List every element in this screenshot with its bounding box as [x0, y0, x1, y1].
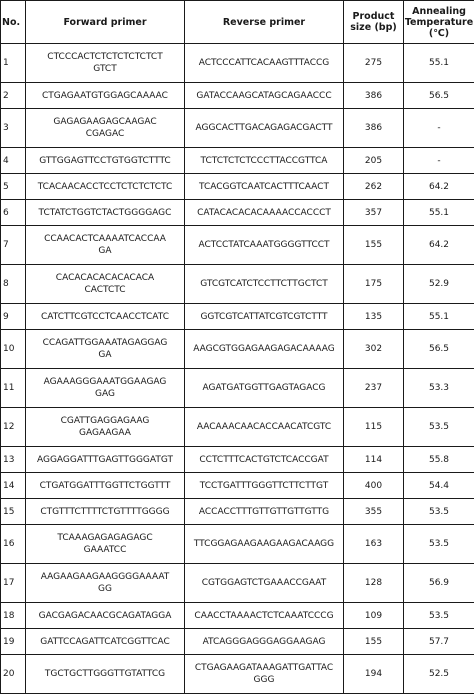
forward-primer-text: CGATTGAGGAGAAG	[60, 416, 150, 426]
forward-primer-text: CCAACACTCAAAATCACCAA	[44, 234, 166, 244]
row-number: 7	[1, 226, 26, 265]
reverse-primer-text: CTGAGAAGATAAAGATTGATTAC	[194, 663, 334, 673]
forward-primer-cell	[26, 83, 185, 109]
forward-primer-text: CTGATGGATTTGGTTCTGGTTT	[39, 480, 171, 491]
annealing-temperature: 64.2	[404, 226, 474, 265]
annealing-temperature: 53.5	[404, 525, 474, 564]
forward-primer-cell	[26, 408, 185, 447]
row-number: 14	[1, 473, 26, 499]
header-row	[1, 1, 474, 44]
forward-primer-text: GAGAGAAGAGCAAGAC	[53, 117, 157, 127]
row-number: 5	[1, 174, 26, 200]
forward-primer-cell	[26, 109, 185, 148]
forward-primer-cell	[26, 369, 185, 408]
reverse-primer-text: AGATGATGGTTGAGTAGACG	[202, 383, 326, 393]
forward-primer-text: GTTGGAGTTCCTGTGGTCTTTC	[39, 155, 171, 166]
forward-primer-text: GTCT	[93, 64, 117, 74]
annealing-temperature: 52.9	[404, 265, 474, 304]
row-number: 15	[1, 499, 26, 525]
product-size: 205	[344, 148, 404, 174]
product-size: 194	[344, 655, 404, 694]
row-number: 4	[1, 148, 26, 174]
reverse-primer-cell	[185, 447, 344, 473]
forward-primer-text: GACGAGACAACGCAGATAGGA	[38, 610, 172, 621]
forward-primer-text: CTCCCACTCTCTCTCTCTCT	[47, 52, 163, 62]
table-row	[1, 109, 474, 148]
forward-primer-text: CTGTTTCTTTTCTGTTTTGGGG	[40, 506, 170, 517]
forward-primer-text: TGCTGCTTGGGTTGTATTCG	[44, 669, 166, 679]
product-size: 135	[344, 304, 404, 330]
product-size: 386	[344, 109, 404, 148]
forward-primer-text: CCAGATTGGAAATAGAGGAG	[42, 338, 168, 348]
row-number: 2	[1, 83, 26, 109]
reverse-primer-text: ACCACCTTTGTTGTTGTTGTTG	[198, 506, 330, 517]
forward-primer-cell	[26, 200, 185, 226]
forward-primer-cell	[26, 473, 185, 499]
table-row	[1, 499, 474, 525]
header-product-size: Product size (bp)	[344, 1, 404, 44]
row-number: 1	[1, 44, 26, 83]
row-number: 6	[1, 200, 26, 226]
table-row	[1, 330, 474, 369]
reverse-primer-cell	[185, 408, 344, 447]
table-row	[1, 655, 474, 694]
product-size: 400	[344, 473, 404, 499]
annealing-temperature: 56.9	[404, 564, 474, 603]
forward-primer-cell	[26, 447, 185, 473]
reverse-primer-text: CAACCTAAAACTCTCAAATCCCG	[194, 610, 334, 621]
reverse-primer-text: GTCGTCATCTCCTTCTTGCTCT	[200, 279, 328, 289]
annealing-temperature: 57.7	[404, 629, 474, 655]
row-number: 3	[1, 109, 26, 148]
annealing-temperature: 53.5	[404, 499, 474, 525]
forward-primer-cell	[26, 265, 185, 304]
forward-primer-text: CTGAGAATGTGGAGCAAAAC	[42, 90, 168, 101]
forward-primer-text: GG	[98, 584, 112, 594]
header-annealing-temperature: Annealing Temperature (℃)	[404, 1, 474, 44]
reverse-primer-cell	[185, 109, 344, 148]
product-size: 355	[344, 499, 404, 525]
reverse-primer-text: TTCGGAGAAGAAGAAGACAAGG	[193, 539, 335, 549]
annealing-temperature: 64.2	[404, 174, 474, 200]
table-row	[1, 174, 474, 200]
annealing-temperature: 53.5	[404, 603, 474, 629]
forward-primer-text: TCAAAGAGAGAGAGC	[57, 533, 153, 543]
table-body	[1, 44, 474, 694]
row-number: 11	[1, 369, 26, 408]
row-number: 12	[1, 408, 26, 447]
annealing-temperature: 55.1	[404, 200, 474, 226]
reverse-primer-cell	[185, 629, 344, 655]
row-number: 13	[1, 447, 26, 473]
reverse-primer-text: AGGCACTTGACAGAGACGACTT	[195, 123, 333, 133]
forward-primer-cell	[26, 226, 185, 265]
product-size: 115	[344, 408, 404, 447]
annealing-temperature: -	[404, 148, 474, 174]
forward-primer-cell	[26, 603, 185, 629]
reverse-primer-text: AAGCGTGGAGAAGAGACAAAAG	[193, 344, 335, 354]
table-row	[1, 148, 474, 174]
reverse-primer-cell	[185, 473, 344, 499]
forward-primer-cell	[26, 655, 185, 694]
reverse-primer-text: ACTCCCATTCACAAGTTTACCG	[198, 58, 330, 68]
reverse-primer-cell	[185, 265, 344, 304]
reverse-primer-text: CGTGGAGTCTGAAACCGAAT	[201, 578, 327, 588]
reverse-primer-cell	[185, 304, 344, 330]
forward-primer-text: CATCTTCGTCCTCAACCTCATC	[41, 311, 169, 322]
reverse-primer-cell	[185, 200, 344, 226]
forward-primer-text: GA	[98, 350, 112, 360]
reverse-primer-cell	[185, 499, 344, 525]
annealing-temperature: 55.1	[404, 44, 474, 83]
table-row	[1, 473, 474, 499]
table-row	[1, 265, 474, 304]
forward-primer-text: TCTATCTGGTCTACTGGGGAGC	[38, 207, 172, 218]
row-number: 20	[1, 655, 26, 694]
reverse-primer-text: GATACCAAGCATAGCAGAACCC	[196, 90, 332, 101]
header-no: No.	[1, 1, 26, 44]
reverse-primer-text: TCTCTCTCTCCCTTACCGTTCA	[200, 155, 328, 166]
row-number: 8	[1, 265, 26, 304]
product-size: 155	[344, 226, 404, 265]
product-size: 114	[344, 447, 404, 473]
table-row	[1, 44, 474, 83]
row-number: 17	[1, 564, 26, 603]
reverse-primer-text: ACTCCTATCAAATGGGGTTCCT	[198, 240, 330, 250]
row-number: 9	[1, 304, 26, 330]
header-forward-primer: Forward primer	[26, 1, 185, 44]
forward-primer-cell	[26, 148, 185, 174]
forward-primer-cell	[26, 525, 185, 564]
forward-primer-text: AGAAAGGGAAATGGAAGAG	[43, 377, 167, 387]
reverse-primer-text: TCACGGTCAATCACTTTCAACT	[199, 181, 329, 192]
table-row	[1, 564, 474, 603]
table-row	[1, 369, 474, 408]
annealing-temperature: 56.5	[404, 83, 474, 109]
forward-primer-text: TCACAACACCTCCTCTCTCTCTC	[37, 181, 173, 192]
product-size: 357	[344, 200, 404, 226]
forward-primer-text: AGGAGGATTTGAGTTGGGATGT	[36, 454, 174, 465]
forward-primer-cell	[26, 304, 185, 330]
annealing-temperature: 53.5	[404, 408, 474, 447]
row-number: 16	[1, 525, 26, 564]
product-size: 275	[344, 44, 404, 83]
reverse-primer-cell	[185, 83, 344, 109]
annealing-temperature: 53.3	[404, 369, 474, 408]
product-size: 163	[344, 525, 404, 564]
table-row	[1, 200, 474, 226]
annealing-temperature: 52.5	[404, 655, 474, 694]
product-size: 386	[344, 83, 404, 109]
reverse-primer-cell	[185, 44, 344, 83]
table-row	[1, 226, 474, 265]
product-size: 175	[344, 265, 404, 304]
reverse-primer-text: TCCTGATTTGGGTTCTTCTTGT	[199, 480, 329, 491]
product-size: 128	[344, 564, 404, 603]
reverse-primer-text: CATACACACACAAAACCACCCT	[197, 207, 331, 218]
reverse-primer-cell	[185, 369, 344, 408]
table-row	[1, 408, 474, 447]
forward-primer-cell	[26, 629, 185, 655]
annealing-temperature: 54.4	[404, 473, 474, 499]
forward-primer-text: CACACACACACACACA	[55, 273, 155, 283]
reverse-primer-text: GGTCGTCATTATCGTCGTCTTT	[200, 311, 328, 322]
reverse-primer-cell	[185, 564, 344, 603]
product-size: 237	[344, 369, 404, 408]
header-reverse-primer: Reverse primer	[185, 1, 344, 44]
reverse-primer-cell	[185, 226, 344, 265]
forward-primer-cell	[26, 564, 185, 603]
forward-primer-cell	[26, 44, 185, 83]
reverse-primer-text: GGG	[253, 675, 275, 685]
reverse-primer-cell	[185, 330, 344, 369]
annealing-temperature: 56.5	[404, 330, 474, 369]
reverse-primer-cell	[185, 655, 344, 694]
forward-primer-cell	[26, 499, 185, 525]
product-size: 109	[344, 603, 404, 629]
reverse-primer-cell	[185, 525, 344, 564]
annealing-temperature: 55.1	[404, 304, 474, 330]
forward-primer-cell	[26, 330, 185, 369]
forward-primer-text: GA	[98, 246, 112, 256]
annealing-temperature: -	[404, 109, 474, 148]
table-row	[1, 304, 474, 330]
table-row	[1, 629, 474, 655]
forward-primer-cell	[26, 174, 185, 200]
reverse-primer-text: ATCAGGGAGGGAGGAAGAG	[202, 636, 326, 647]
reverse-primer-cell	[185, 148, 344, 174]
forward-primer-text: CGAGAC	[85, 129, 125, 139]
forward-primer-text: GATTCCAGATTCATCGGTTCAC	[40, 636, 170, 647]
row-number: 10	[1, 330, 26, 369]
forward-primer-text: GAAATCC	[83, 545, 127, 555]
product-size: 302	[344, 330, 404, 369]
row-number: 18	[1, 603, 26, 629]
forward-primer-text: AAGAAGAAGAAGGGGAAAAT	[40, 572, 170, 582]
table-row	[1, 603, 474, 629]
reverse-primer-text: AACAAACAACACCAACATCGTC	[196, 422, 332, 432]
table-row	[1, 83, 474, 109]
forward-primer-text: CACTCTC	[84, 285, 126, 295]
forward-primer-text: GAG	[95, 389, 115, 399]
product-size: 155	[344, 629, 404, 655]
forward-primer-text: GAGAAGAA	[79, 428, 131, 438]
product-size: 262	[344, 174, 404, 200]
table-row	[1, 447, 474, 473]
annealing-temperature: 55.8	[404, 447, 474, 473]
row-number: 19	[1, 629, 26, 655]
reverse-primer-text: CCTCTTTCACTGTCTCACCGAT	[199, 454, 329, 465]
reverse-primer-cell	[185, 174, 344, 200]
table-row	[1, 525, 474, 564]
reverse-primer-cell	[185, 603, 344, 629]
